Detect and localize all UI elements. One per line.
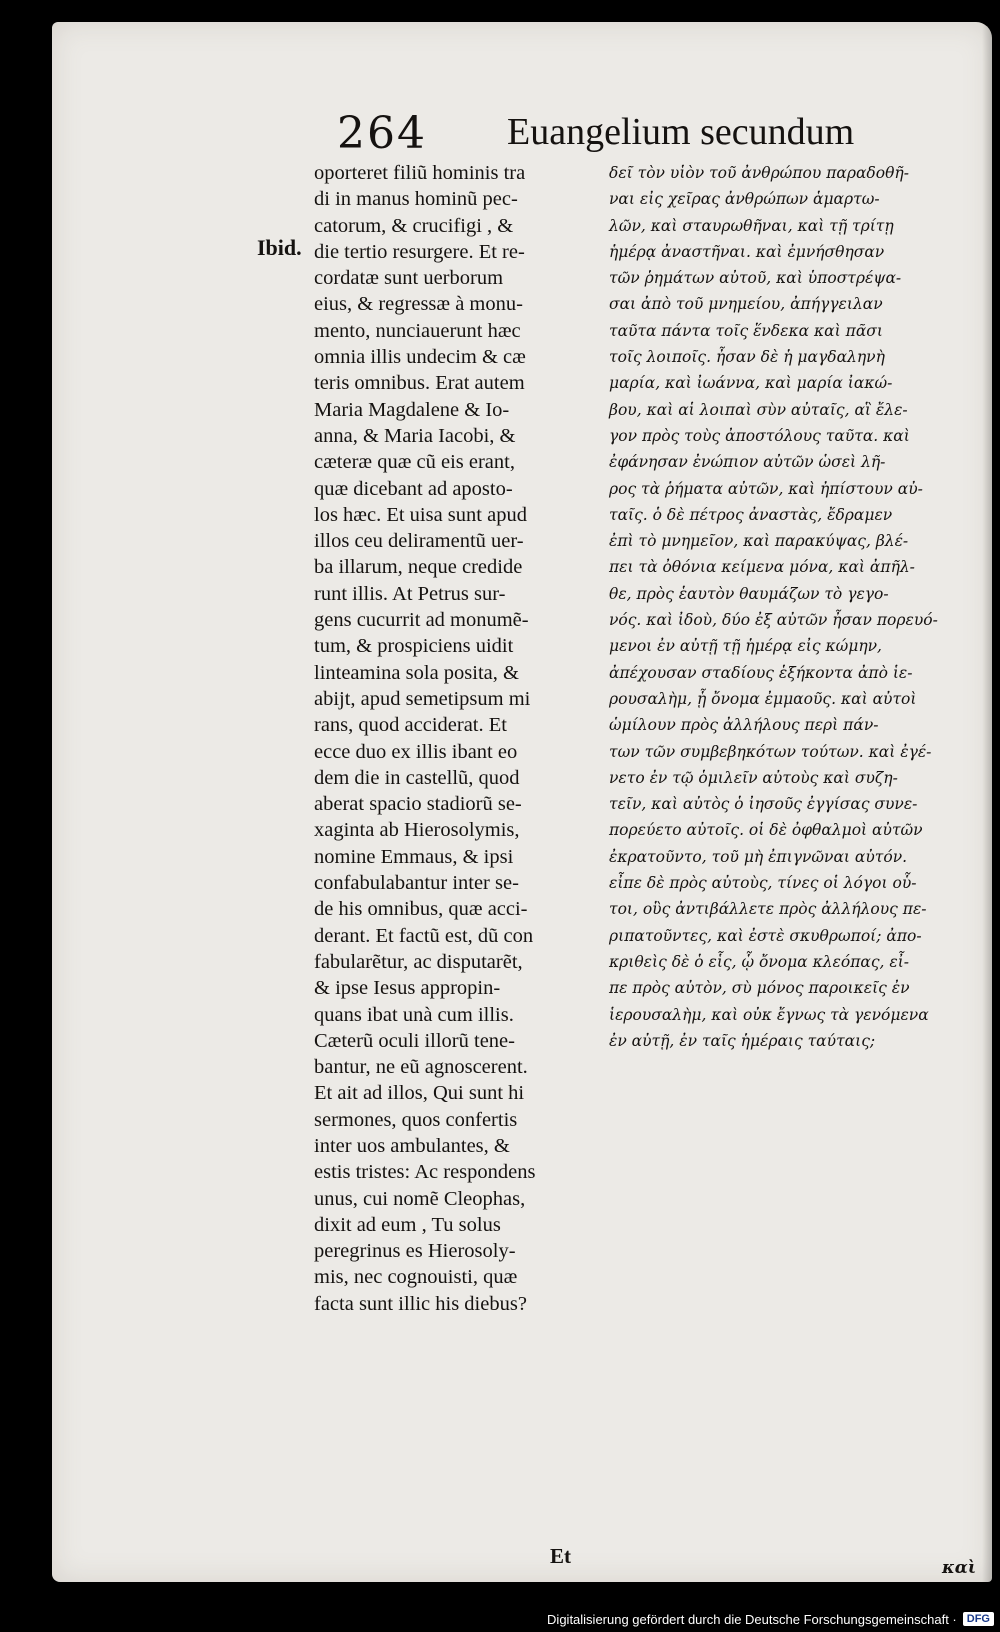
greek-text-line: δεῖ τὸν υἱὸν τοῦ ἀνθρώπου παραδοθῆ- [609,164,909,182]
greek-text-line: εἶπε δὲ πρὸς αὐτοὺς, τίνες οἱ λόγοι οὗ- [609,874,917,893]
greek-text-line: ταῦτα πάντα τοῖς ἕνδεκα καὶ πᾶσι [609,321,883,340]
latin-text-line: aberat spacio stadiorũ se- [314,793,522,816]
latin-text-line: facta sunt illic his diebus? [314,1292,527,1315]
greek-text-line: πορεύετο αὐτοῖς. οἱ δὲ ὀφθαλμοὶ αὐτῶν [609,821,923,840]
greek-text-line: ἀπέχουσαν σταδίους ἑξήκοντα ἀπὸ ἱε- [609,663,913,682]
running-head [337,108,917,168]
greek-catchword: καὶ [942,1558,977,1578]
latin-text-line: cæteræ quæ cũ eis erant, [314,451,515,474]
latin-text-line: nomine Emmaus, & ipsi [314,845,514,868]
latin-text-line: ba illarum, neque credide [314,556,523,579]
latin-text-line: eius, & regressæ à monu- [314,293,523,316]
latin-text-line: abijt, apud semetipsum mi [314,687,531,710]
greek-text-line: κριθεὶς δὲ ὁ εἷς, ᾧ ὄνομα κλεόπας, εἶ- [609,952,910,971]
latin-text-line: quans ibat unà cum illis. [314,1003,514,1026]
latin-text-line: quæ dicebant ad aposto- [314,477,513,500]
page-title: Euangelium secundum [507,111,855,153]
latin-catchword: Et [550,1544,571,1568]
greek-text-line: τοι, οὓς ἀντιβάλλετε πρὸς ἀλλήλους πε- [609,900,927,919]
greek-text-line: ρουσαλὴμ, ᾗ ὄνομα ἐμμαοῦς. καὶ αὐτοὶ [609,689,917,708]
greek-text-line: ἐπὶ τὸ μνημεῖον, καὶ παρακύψας, βλέ- [609,532,909,551]
page-edge-shadow [982,22,992,1582]
latin-text-line: illos ceu deliramentũ uer- [314,530,524,553]
greek-text-line: νετο ἐν τῷ ὁμιλεῖν αὐτοὺς καὶ συζη- [609,768,898,787]
greek-text-line: βου, καὶ αἱ λοιπαὶ σὺν αὐταῖς, αἳ ἔλε- [609,400,908,419]
latin-text-line: runt illis. At Petrus sur- [314,582,506,605]
latin-text-line: dem die in castellũ, quod [314,766,520,789]
latin-text-line: confabulabantur inter se- [314,872,519,895]
latin-text-line: xaginta ab Hierosolymis, [314,819,520,842]
greek-text-line: ἐν αὐτῇ, ἐν ταῖς ἡμέραις ταύταις; [609,1031,876,1050]
greek-text-line: λῶν, καὶ σταυρωθῆναι, καὶ τῇ τρίτῃ [609,216,894,235]
latin-text-line: cordatæ sunt uerborum [314,267,504,290]
greek-text-line: ναι εἰς χεῖρας ἀνθρώπων ἁμαρτω- [609,190,880,209]
greek-text-line: ταῖς. ὁ δὲ πέτρος ἀναστὰς, ἔδραμεν [609,505,893,524]
latin-text-line: peregrinus es Hierosoly- [314,1240,516,1263]
greek-text-line: θε, πρὸς ἑαυτὸν θαυμάζων τὸ γεγο- [609,584,889,603]
latin-text-line: Maria Magdalene & Io- [314,398,510,421]
latin-column [314,160,606,1317]
latin-text-line: estis tristes: Ac respondens [314,1161,536,1184]
latin-text-line: ecce duo ex illis ibant eo [314,740,518,763]
greek-text-line: πε πρὸς αὐτὸν, σὺ μόνος παροικεῖς ἐν [609,979,910,998]
greek-text-line: ρος τὰ ῥήματα αὐτῶν, καὶ ἠπίστουν αὐ- [609,479,923,498]
greek-text-line: πει τὰ ὀθόνια κείμενα μόνα, καὶ ἀπῆλ- [609,558,915,577]
latin-text-line: rans, quod acciderat. Et [314,714,507,737]
dfg-logo: DFG [963,1612,994,1626]
margin-note: Ibid. [257,235,302,260]
latin-text-line: teris omnibus. Erat autem [314,372,525,395]
greek-text-line: ἐφάνησαν ἐνώπιον αὐτῶν ὡσεὶ λῆ- [609,453,886,472]
latin-text-line: & ipse Iesus appropin- [314,977,501,1000]
latin-text-line: los hæc. Et uisa sunt apud [314,503,527,526]
book-page [52,22,992,1582]
greek-column [609,160,989,1054]
latin-text-line: bantur, ne eũ agnoscerent. [314,1056,528,1079]
latin-text-line: de his omnibus, quæ acci- [314,898,528,921]
latin-text-line: derant. Et factũ est, dũ con [314,924,534,947]
latin-text-line: fabularẽtur, ac disputarẽt, [314,950,523,973]
latin-text-line: mento, nunciauerunt hæc [314,319,521,342]
latin-text-line: Et ait ad illos, Qui sunt hi [314,1082,525,1105]
latin-text-line: linteamina sola posita, & [314,661,519,684]
greek-text-line: των τῶν συμβεβηκότων τούτων. καὶ ἐγέ- [609,742,932,761]
latin-text-line: omnia illis undecim & cæ [314,346,526,369]
greek-text-line: γον πρὸς τοὺς ἀποστόλους ταῦτα. καὶ [609,426,910,445]
latin-text-line: mis, nec cognouisti, quæ [314,1266,518,1289]
greek-text-line: τῶν ῥημάτων αὐτοῦ, καὶ ὑποστρέψα- [609,269,902,288]
greek-text-line: ἐκρατοῦντο, τοῦ μὴ ἐπιγνῶναι αὐτόν. [609,847,908,866]
greek-text-line: σαι ἀπὸ τοῦ μνημείου, ἀπήγγειλαν [609,295,883,314]
latin-text-line: oporteret filiũ hominis tra [314,162,526,184]
greek-text-line: ὡμίλουν πρὸς ἀλλήλους περὶ πάν- [609,716,879,735]
greek-text-line: μαρία, καὶ ἰωάννα, καὶ μαρία ἰακώ- [609,374,893,393]
page-number: 264 [337,108,427,159]
greek-text-line: ἡμέρᾳ ἀναστῆναι. καὶ ἐμνήσθησαν [609,242,885,261]
latin-text-line: tum, & prospiciens uidit [314,635,514,658]
latin-text-line: anna, & Maria Iacobi, & [314,424,516,447]
greek-text-line: τοῖς λοιποῖς. ἦσαν δὲ ἡ μαγδαληνὴ [609,348,885,367]
greek-text-line: νός. καὶ ἰδοὺ, δύο ἐξ αὐτῶν ἦσαν πορευό- [609,611,938,630]
digitization-footer [547,1608,994,1630]
greek-text-line: τεῖν, καὶ αὐτὸς ὁ ἰησοῦς ἐγγίσας συνε- [609,795,918,814]
footer-credit: Digitalisierung gefördert durch die Deutsche Forschungsgemeinschaft · [547,1611,957,1627]
latin-text-line: dixit ad eum , Tu solus [314,1213,501,1236]
latin-text-line: di in manus hominũ pec- [314,188,518,211]
latin-text-line: unus, cui nomẽ Cleophas, [314,1187,526,1210]
page-content [52,22,992,1582]
latin-text-line: die tertio resurgere. Et re- [314,240,525,263]
greek-text-line: ἱερουσαλὴμ, καὶ οὐκ ἔγνως τὰ γενόμενα [609,1005,929,1024]
greek-text-line: μενοι ἐν αὐτῇ τῇ ἡμέρᾳ εἰς κώμην, [609,637,882,656]
latin-text-line: sermones, quos confertis [314,1108,518,1131]
latin-text-line: catorum, & crucifigi , & [314,214,514,237]
latin-text-line: gens cucurrit ad monumẽ- [314,609,529,632]
greek-text-line: ριπατοῦντες, καὶ ἐστὲ σκυθρωποί; ἀπο- [609,926,922,945]
latin-text-line: inter uos ambulantes, & [314,1134,510,1157]
latin-text-line: Cæterũ oculi illorũ tene- [314,1029,515,1052]
